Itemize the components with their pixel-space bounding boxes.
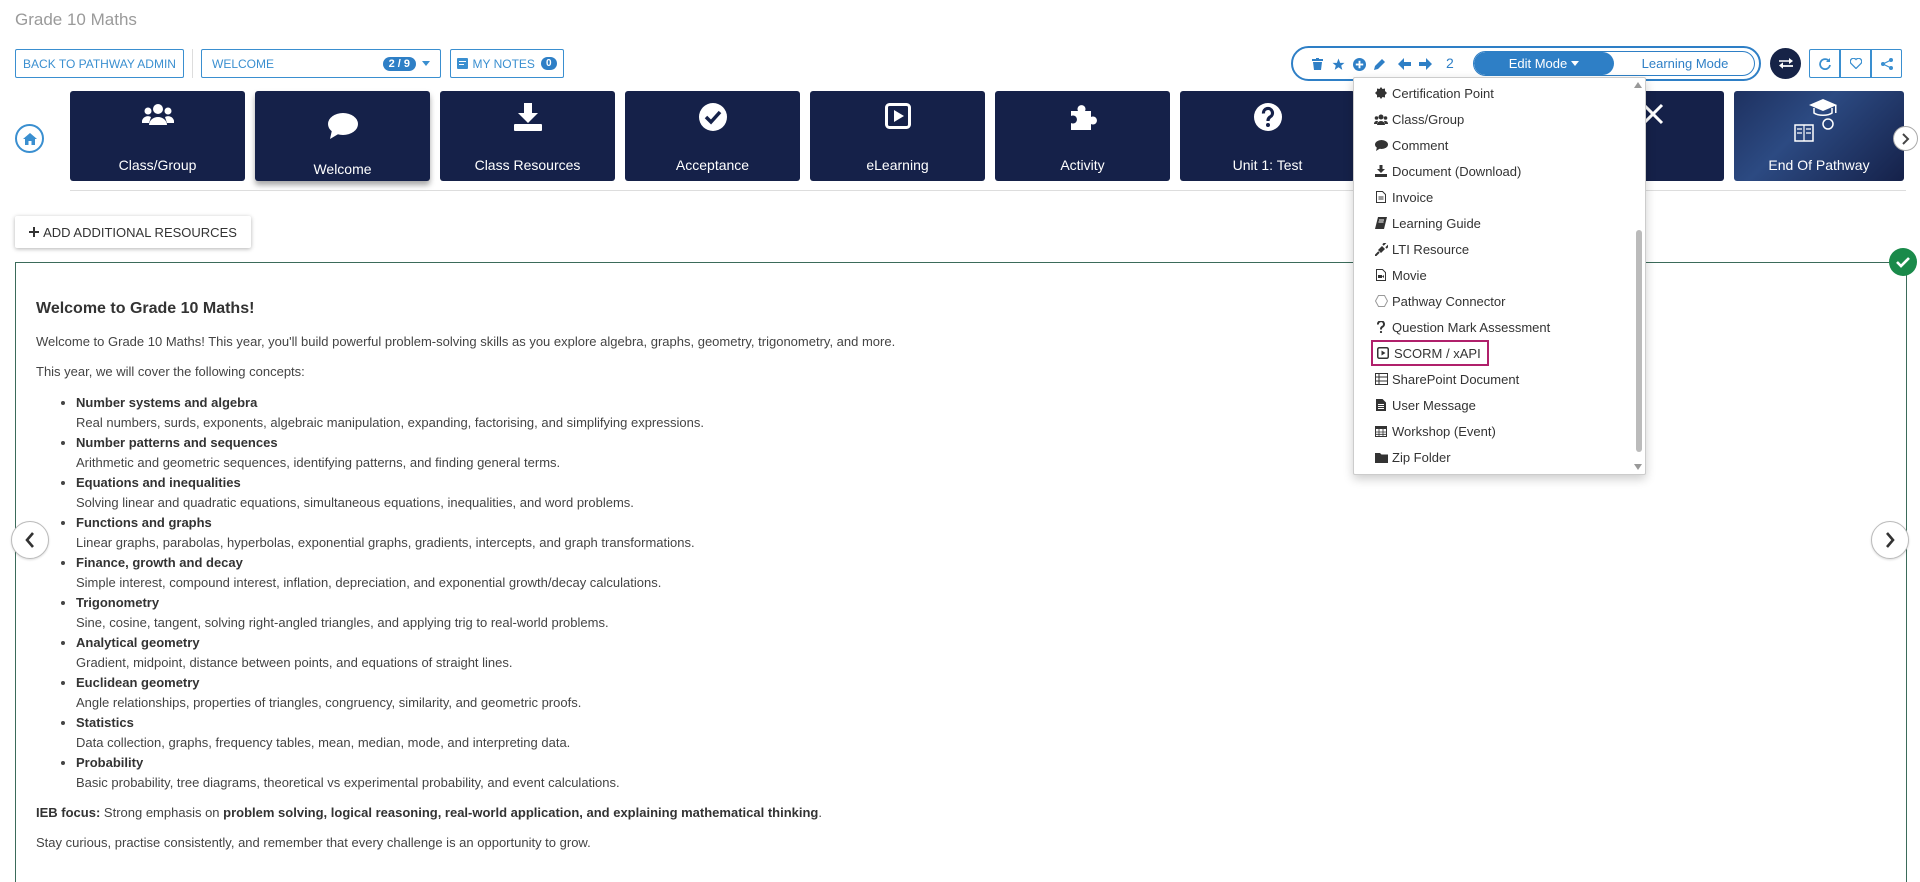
add-additional-resources-button[interactable] — [15, 216, 251, 248]
list-item — [76, 473, 960, 513]
concepts-intro: This year, we will cover the following concepts: — [36, 364, 305, 379]
concept-title: • Functions and graphs — [76, 515, 212, 530]
share-button[interactable] — [1871, 49, 1902, 78]
history-count: 2 — [1446, 55, 1454, 71]
concept-title: • Statistics — [76, 715, 134, 730]
puzzle-icon — [995, 103, 1170, 131]
tile-end-of-pathway[interactable] — [1734, 91, 1904, 181]
concept-title: • Number systems and algebra — [76, 395, 258, 410]
dropdown-item-label: Certification Point — [1392, 85, 1494, 101]
dropdown-item-document-download[interactable] — [1374, 160, 1521, 182]
graduation-icon — [1734, 97, 1904, 143]
ieb-focus-label: IEB focus: — [36, 805, 101, 820]
dropdown-item-sharepoint-document[interactable] — [1374, 368, 1519, 390]
tile-acceptance[interactable] — [625, 91, 800, 181]
concept-description: Angle relationships, properties of triangles, congruency, similarity, and geometric proofs. — [76, 695, 582, 710]
question-circle-icon — [1180, 103, 1355, 131]
dropdown-item-lti-resource[interactable] — [1374, 238, 1469, 260]
ieb-focus-end: . — [818, 805, 822, 820]
concept-description: Data collection, graphs, frequency tables, mean, median, mode, and interpreting data. — [76, 735, 571, 750]
add-resources-label: ADD ADDITIONAL RESOURCES — [43, 224, 237, 240]
concept-title: • Probability — [76, 755, 144, 770]
list-item — [76, 433, 960, 473]
dropdown-scrollbar[interactable] — [1631, 78, 1645, 474]
dropdown-item-label: Pathway Connector — [1392, 293, 1506, 309]
pencil-icon[interactable] — [1372, 56, 1388, 72]
intro-paragraph: Welcome to Grade 10 Maths! This year, you'll build powerful problem-solving skills as you explore algebra, graphs, geometry, trigonometry, and more. — [36, 334, 896, 349]
ieb-focus-line — [36, 805, 822, 820]
dropdown-item-comment[interactable] — [1374, 134, 1448, 156]
concept-title: • Finance, growth and decay — [76, 555, 243, 570]
plug-icon — [1374, 242, 1388, 256]
play-square-icon — [1376, 346, 1390, 360]
mode-toggle — [1473, 51, 1755, 76]
tile-label: Welcome — [313, 161, 372, 177]
exchange-icon — [1779, 58, 1793, 70]
ieb-focus-emphasis: problem solving, logical reasoning, real-world application, and explaining mathematical thinking — [223, 805, 819, 820]
tile-welcome[interactable] — [255, 91, 430, 181]
step-counter-badge: 2 / 9 — [383, 57, 416, 71]
dropdown-item-class-group[interactable] — [1374, 108, 1464, 130]
sharepoint-icon — [1374, 372, 1388, 386]
tile-label: End Of Pathway — [1768, 157, 1870, 173]
dropdown-item-label: Question Mark Assessment — [1392, 319, 1551, 335]
plus-icon — [29, 227, 39, 237]
list-item — [76, 393, 960, 433]
home-icon — [23, 133, 37, 145]
ieb-focus-text: Strong emphasis on — [100, 805, 224, 820]
dropdown-item-workshop-event[interactable] — [1374, 420, 1496, 442]
play-square-icon — [810, 103, 985, 129]
concept-list — [60, 393, 960, 793]
arrow-right-icon[interactable] — [1417, 56, 1433, 72]
check-icon — [1896, 257, 1910, 268]
arrow-left-icon[interactable] — [1396, 56, 1412, 72]
dropdown-item-movie[interactable] — [1374, 264, 1427, 286]
tile-label: eLearning — [866, 157, 929, 173]
file-icon — [1374, 190, 1388, 204]
dropdown-item-label: LTI Resource — [1392, 241, 1470, 257]
badge-icon — [1374, 86, 1388, 100]
tile-label: Activity — [1060, 157, 1105, 173]
refresh-icon — [1819, 58, 1831, 70]
tile-label: Class Resources — [474, 157, 581, 173]
concept-description: Linear graphs, parabolas, hyperbolas, exponential graphs, gradients, intercepts, and graph transformations. — [76, 535, 695, 550]
edit-mode-button[interactable] — [1474, 52, 1614, 75]
comment-icon — [1374, 138, 1388, 152]
refresh-button[interactable] — [1809, 49, 1840, 78]
edit-toolbar — [1291, 46, 1761, 81]
calendar-icon — [1374, 424, 1388, 438]
page-title: Grade 10 Maths — [15, 10, 137, 29]
question-icon — [1374, 320, 1388, 334]
dropdown-item-learning-guide[interactable] — [1374, 212, 1481, 234]
caret-down-icon — [422, 61, 430, 67]
list-item — [76, 753, 960, 793]
content-title: Welcome to Grade 10 Maths! — [36, 300, 255, 317]
toolbar-divider — [192, 49, 193, 78]
closing-line: Stay curious, practise consistently, and remember that every challenge is an opportunity to grow. — [36, 835, 591, 850]
next-step-button[interactable] — [1871, 521, 1909, 559]
previous-step-button[interactable] — [11, 521, 49, 559]
concept-description: Gradient, midpoint, distance between points, and equations of straight lines. — [76, 655, 513, 670]
users-icon — [1374, 112, 1388, 126]
list-item — [76, 553, 960, 593]
notes-icon — [457, 58, 468, 69]
step-select[interactable] — [201, 49, 441, 78]
dropdown-item-label: Comment — [1392, 137, 1449, 153]
tiles-scroll-right-button[interactable] — [1893, 126, 1918, 151]
dropdown-item-label: Invoice — [1392, 189, 1434, 205]
scroll-up-arrow-icon[interactable] — [1634, 82, 1642, 88]
concept-description: Solving linear and quadratic equations, simultaneous equations, inequalities, and word problems. — [76, 495, 634, 510]
list-item — [76, 513, 960, 553]
folder-icon — [1374, 450, 1388, 464]
tile-activity[interactable] — [995, 91, 1170, 181]
download-icon — [440, 103, 615, 131]
learning-mode-button[interactable]: Learning Mode — [1641, 56, 1729, 71]
concept-title: • Euclidean geometry — [76, 675, 200, 690]
tile-label: Unit 1: Test — [1232, 157, 1303, 173]
film-file-icon — [1374, 268, 1388, 282]
file-text-icon — [1374, 398, 1388, 412]
caret-down-icon — [1571, 61, 1579, 67]
scroll-down-arrow-icon[interactable] — [1634, 464, 1642, 470]
concept-title: • Number patterns and sequences — [76, 435, 278, 450]
concept-description: Sine, cosine, tangent, solving right-angled triangles, and applying trig to real-world problems. — [76, 615, 609, 630]
step-select-value: WELCOME — [212, 56, 275, 71]
dropdown-item-label: Document (Download) — [1392, 163, 1522, 179]
share-icon — [1881, 58, 1893, 70]
concept-description: Basic probability, tree diagrams, theoretical vs experimental probability, and event calculations. — [76, 775, 620, 790]
my-notes-button[interactable] — [450, 49, 564, 78]
dropdown-item-certification-point[interactable] — [1374, 82, 1494, 104]
comment-icon — [255, 113, 430, 139]
dropdown-item-label: SCORM / xAPI — [1394, 345, 1481, 361]
list-item — [76, 633, 960, 673]
dropdown-item-label: User Message — [1392, 397, 1476, 413]
dropdown-item-label: Zip Folder — [1392, 449, 1451, 465]
scrollbar-thumb[interactable] — [1636, 230, 1642, 452]
concept-description: Arithmetic and geometric sequences, identifying patterns, and finding general terms. — [76, 455, 561, 470]
dropdown-item-label: SharePoint Document — [1392, 371, 1520, 387]
chevron-right-icon — [1885, 532, 1895, 548]
check-circle-icon — [625, 103, 800, 131]
tile-unit-1-test[interactable] — [1180, 91, 1355, 181]
chevron-left-icon — [25, 532, 35, 548]
dropdown-item-label: Learning Guide — [1392, 215, 1481, 231]
back-to-pathway-admin-button[interactable]: BACK TO PATHWAY ADMIN — [15, 49, 184, 78]
list-item — [76, 713, 960, 753]
favourite-button[interactable] — [1840, 49, 1871, 78]
tile-label: Class/Group — [118, 157, 197, 173]
dropdown-item-pathway-connector[interactable] — [1374, 290, 1505, 312]
resource-type-dropdown — [1353, 77, 1646, 475]
concept-title: • Analytical geometry — [76, 635, 200, 650]
chevron-right-icon — [1902, 133, 1910, 145]
hexagon-icon — [1374, 294, 1388, 308]
my-notes-label: MY NOTES — [472, 56, 535, 71]
list-item — [76, 673, 960, 713]
complete-check-badge — [1889, 248, 1917, 276]
heart-icon — [1850, 58, 1862, 69]
tile-class-resources[interactable] — [440, 91, 615, 181]
dropdown-item-invoice[interactable] — [1374, 186, 1433, 208]
download-icon — [1374, 164, 1388, 178]
dropdown-item-label: Workshop (Event) — [1392, 423, 1496, 439]
swap-button[interactable] — [1770, 48, 1801, 79]
trash-icon[interactable] — [1309, 56, 1325, 72]
dropdown-item-label: Class/Group — [1392, 111, 1465, 127]
dropdown-item-question-mark-assessment[interactable] — [1374, 316, 1550, 338]
tile-label: Acceptance — [675, 157, 750, 173]
home-button[interactable] — [15, 124, 44, 153]
list-item — [76, 593, 960, 633]
tile-class-group[interactable] — [70, 91, 245, 181]
concept-title: • Equations and inequalities — [76, 475, 241, 490]
dropdown-item-label: Movie — [1392, 267, 1427, 283]
book-icon — [1374, 216, 1388, 230]
tile-elearning[interactable] — [810, 91, 985, 181]
dropdown-item-scorm-xapi[interactable] — [1371, 340, 1489, 366]
users-icon — [70, 103, 245, 127]
concept-title: • Trigonometry — [76, 595, 160, 610]
concept-description: Simple interest, compound interest, inflation, depreciation, and exponential growth/decay calculations. — [76, 575, 662, 590]
dropdown-item-zip-folder[interactable] — [1374, 446, 1451, 468]
add-circle-icon[interactable] — [1351, 56, 1367, 72]
notes-count-badge: 0 — [541, 57, 557, 70]
dropdown-item-user-message[interactable] — [1374, 394, 1476, 416]
star-icon[interactable] — [1330, 56, 1346, 72]
edit-mode-label: Edit Mode — [1508, 56, 1568, 71]
concept-description: Real numbers, surds, exponents, algebraic manipulation, expanding, factorising, and simplifying expressions. — [76, 415, 704, 430]
